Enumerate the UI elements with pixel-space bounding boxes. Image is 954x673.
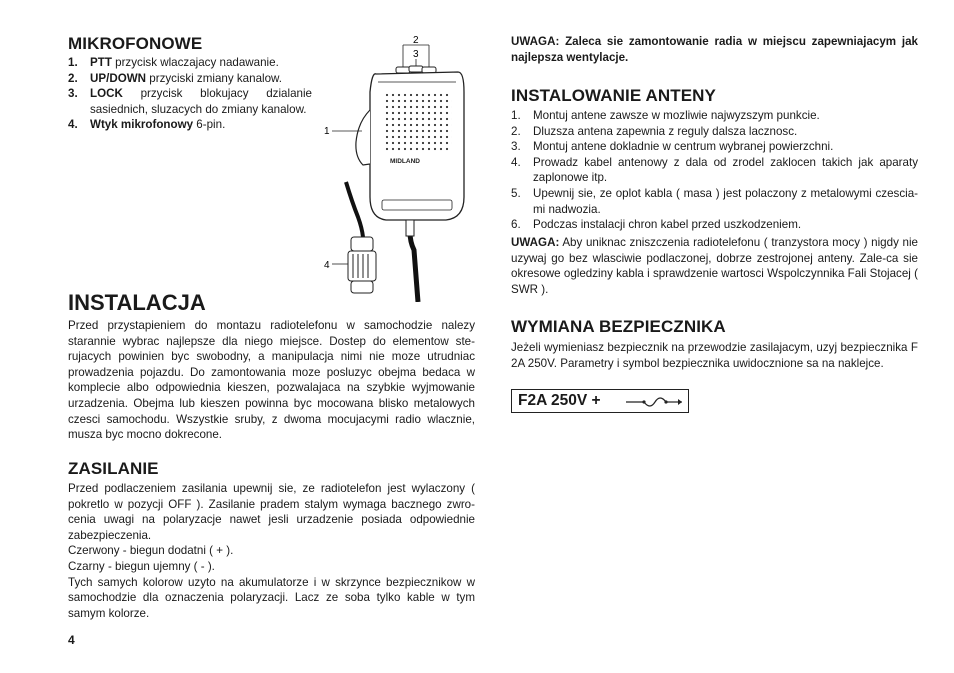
page-number: 4 (68, 633, 75, 647)
zasilanie-closing: Tych samych kolorow uzyto na akumulatorze i w skrzynce bezpiecznikow w samochodzie dla oznaczenia polaryzacji. Lacz ze soba tylko kable w tym samym kolorze. (68, 575, 475, 620)
fuse-rating: F2A 250V + (518, 392, 601, 409)
fuse-label-box (511, 389, 689, 413)
polarity-black: Czarny - biegun ujemny ( - ). (68, 559, 215, 573)
zasilanie-heading: ZASILANIE (68, 459, 159, 478)
list-item: 6. Podczas instalacji chron kabel przed uszkodzeniem. (511, 218, 802, 232)
callout-2-label: 2 (413, 35, 419, 46)
uwaga-antenna: UWAGA: Aby uniknac zniszczenia radiotelefonu ( tranzystora mocy ) nigdy nie uzywaj go bez wlasciwie podlaczonej, dobrze zestrojonej anteny. Zale-ca sie okresowe ogledziny kabla i sprawdzenie wartosci Wspolczynnika Fali Stojacej ( SWR ). (511, 236, 918, 296)
list-item: 4. Wtyk mikrofonowy 6-pin. (68, 118, 226, 132)
callout-4-label: 4 (324, 260, 330, 271)
bezpiecznik-paragraph: Jeżeli wymieniasz bezpiecznik na przewodzie zasilajacym, uzyj bezpiecznika F 2A 250V. Parametry i symbol bezpiecznika uwidocznione sa na naklejce. (511, 341, 918, 370)
instalacja-paragraph: Przed przystapieniem do montazu radiotelefonu w samochodzie nalezy starannie wybrac najlepsze dla niego miejsce. Dostep do elementow ste-rujacych powinien byc swobodny, a manipulacja nimi nie moze utrudniac prowadzenia pojazdu. Do zamontowania moze posluzyc obejma bedaca w komplecie albo odpowiednia kieszen, pozwalajaca na szybkie wyjmowanie urzadzenia. Obejma lub kieszen powinna byc mocowana blisko metalowych czesci samochodu. Wszystkie sruby, z dwoma mocujacymi radio wlacznie, musza byc mocno dokrecone. (68, 319, 475, 442)
brand-logo: MIDLAND (390, 158, 420, 165)
list-item: 1. Montuj antene zawsze w mozliwie najwyzszym punkcie. (511, 109, 820, 122)
instalacja-heading: INSTALACJA (68, 290, 206, 315)
fuse-symbol-icon (624, 392, 686, 410)
anteny-heading: INSTALOWANIE ANTENY (511, 86, 716, 105)
callout-1-label: 1 (324, 126, 330, 137)
mikrofonowe-heading: MIKROFONOWE (68, 34, 203, 53)
bezpiecznik-heading: WYMIANA BEZPIECZNIKA (511, 317, 726, 336)
list-item: 2. UP/DOWN przyciski zmiany kanalow. (68, 71, 282, 85)
callout-3-label: 3 (413, 49, 419, 60)
microphone-illustration (318, 32, 478, 302)
list-item: 4. Prowadz kabel antenowy z dala od zrodel zaklocen takich jak aparaty zaplonowe itp. (511, 155, 918, 185)
zasilanie-paragraph: Przed podlaczeniem zasilania upewnij sie, ze radiotelefon jest wylaczony ( pokretlo w pozycji OFF ). Zasilanie pradem stalym wymaga bacznego zwro-cenia uwagi na polaryzacje nawet jesli urzadzenie posiada odpowiednie zabezpieczenia. (68, 482, 475, 542)
antenna-steps-list (511, 108, 918, 233)
list-item: 1. PTT przycisk wlaczajacy nadawanie. (68, 56, 279, 69)
list-item: 3. LOCK przycisk blokujacy dzialanie sasiednich, sluzacych do zmiany kanalow. (68, 87, 312, 116)
uwaga-ventilation: UWAGA: Zaleca sie zamontowanie radia w miejscu zapewniajacym jak najlepsza wentylacje. (511, 35, 918, 64)
list-item: 3. Montuj antene dokladnie w centrum wybranej powierzchni. (511, 140, 834, 154)
polarity-red: Czerwony - biegun dodatni ( + ). (68, 544, 234, 558)
microphone-parts-list (68, 55, 312, 133)
list-item: 2. Dluzsza antena zapewnia z reguly dalsza lacznosc. (511, 124, 798, 138)
list-item: 5. Upewnij sie, ze oplot kabla ( masa ) jest polaczony z metalowymi czescia-mi nadwozia. (511, 186, 918, 216)
